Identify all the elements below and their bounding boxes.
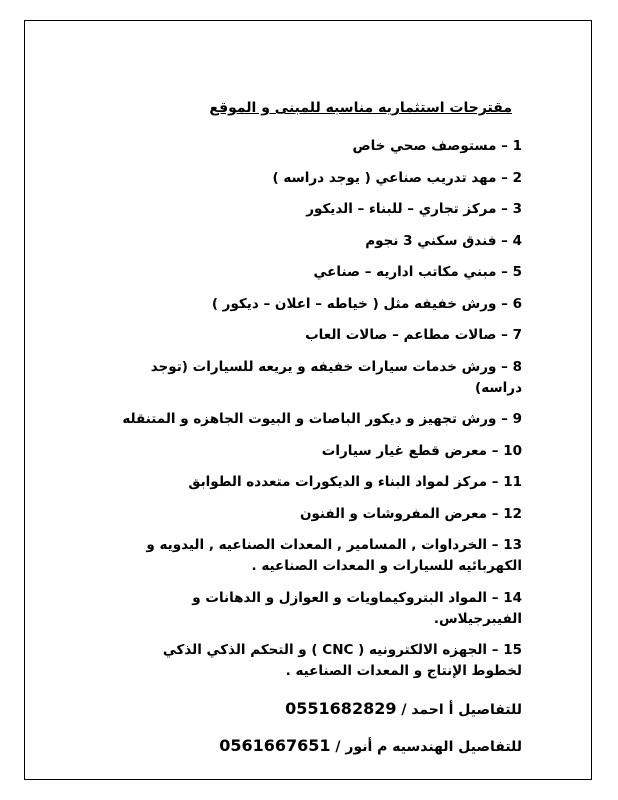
list-item: 3 – مركز تجاري – للبناء – الديكور [306, 201, 522, 217]
list-item: 12 – معرض المفروشات و الفنون [299, 505, 522, 522]
list-item: 15 – الجهزه الالكترونيه ( CNC ) و التحكم الذكي الذكي لخطوط الإنتاج و المعدات الصناعيه . [162, 642, 522, 679]
list-item: 10 – معرض قطع غيار سيارات [321, 442, 522, 459]
contact-line-ahmed [112, 698, 522, 721]
list-item: 6 – ورش خفيفه مثل ( خياطه – اعلان – ديكور ) [211, 295, 522, 312]
list-item: 8 – ورش خدمات سيارات خفيفه و يريعه للسيارات (توجد دراسه) [150, 358, 522, 396]
list-item: 2 – مهد تدريب صناعي ( يوجد دراسه ) [272, 169, 522, 186]
contact-label: للتفاصيل الهندسيه م أنور / [330, 739, 522, 755]
phone-number[interactable]: 0561667651 [219, 736, 331, 755]
list-item: 5 – مبني مكاتب اداريه – صناعي [313, 264, 522, 280]
suggestions-list [112, 136, 522, 682]
contact-label: للتفاصيل أ احمد / [396, 702, 522, 718]
list-item: 1 – مستوصف صحي خاص [352, 138, 522, 154]
document-body [112, 98, 522, 772]
contact-section [112, 698, 522, 758]
contact-line-anwar [112, 735, 522, 758]
list-item: 13 – الخرداوات , المسامير , المعدات الصناعيه , اليدويه و الكهربائيه للسيارات و المعدات الصناعيه . [146, 537, 522, 574]
list-item: 14 – المواد البتروكيماويات و العوازل و الدهانات و الفيبرجيلاس. [192, 589, 522, 627]
list-item: 7 – صالات مطاعم – صالات العاب [305, 327, 522, 343]
list-item: 11 – مركز لمواد البناء و الديكورات متعدده الطوابق [188, 474, 522, 490]
list-item: 4 – فندق سكني 3 نجوم [365, 232, 522, 249]
document-title: مقترحات استثماريه مناسبه للمبنى و الموقع [209, 100, 512, 116]
phone-number[interactable]: 0551682829 [285, 699, 397, 718]
list-item: 9 – ورش تجهيز و ديكور الباصات و البيوت الجاهزه و المتنقله [122, 411, 522, 427]
